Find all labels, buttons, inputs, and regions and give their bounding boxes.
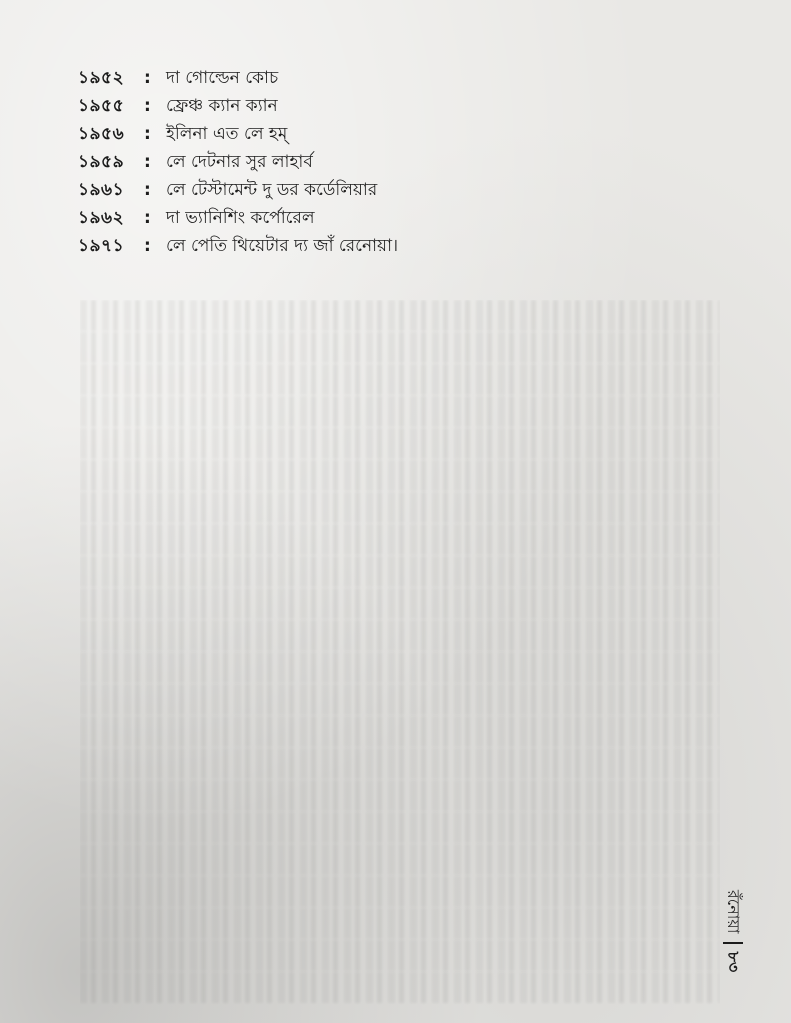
film-entry <box>78 232 598 260</box>
film-separator: : <box>144 208 151 228</box>
film-entry <box>78 204 598 232</box>
film-title: দা ভ্যানিশিং কর্পোরেল <box>166 208 315 228</box>
book-title: রঁনোয়া <box>724 890 744 934</box>
film-year: ১৯৫২ <box>78 68 125 88</box>
film-year: ১৯৫৫ <box>78 96 125 116</box>
film-separator: : <box>144 96 151 116</box>
film-separator: : <box>144 180 151 200</box>
bleed-through-text <box>80 300 720 1020</box>
film-entry <box>78 120 598 148</box>
footer-divider <box>723 942 743 944</box>
film-separator: : <box>144 152 151 172</box>
film-year: ১৯৫৯ <box>78 152 125 172</box>
film-entry <box>78 176 598 204</box>
film-year: ১৯৫৬ <box>78 124 125 144</box>
filmography-list <box>78 64 598 260</box>
film-year: ১৯৬১ <box>78 180 125 200</box>
film-title: দা গোল্ডেন কোচ <box>166 68 279 88</box>
running-footer <box>718 890 748 1010</box>
page-footer <box>718 890 758 1010</box>
film-separator: : <box>144 236 151 256</box>
film-entry <box>78 148 598 176</box>
film-title: ফ্রেঞ্চ ক্যান ক্যান <box>166 96 278 116</box>
film-title: লে দেটনার সুর লাহার্ব <box>166 152 313 172</box>
page-number: ৮৩ <box>724 951 744 973</box>
film-entry <box>78 64 598 92</box>
film-title: ইলিনা এত লে হম্‌ <box>166 124 288 144</box>
film-separator: : <box>144 124 151 144</box>
film-separator: : <box>144 68 151 88</box>
film-title: লে টেস্টামেন্ট দু ডর কর্ডেলিয়ার <box>166 180 378 200</box>
film-entry <box>78 92 598 120</box>
film-year: ১৯৬২ <box>78 208 125 228</box>
film-title: লে পেতি থিয়েটার দ্য জাঁ রেনোয়া। <box>166 236 399 256</box>
film-year: ১৯৭১ <box>78 236 125 256</box>
